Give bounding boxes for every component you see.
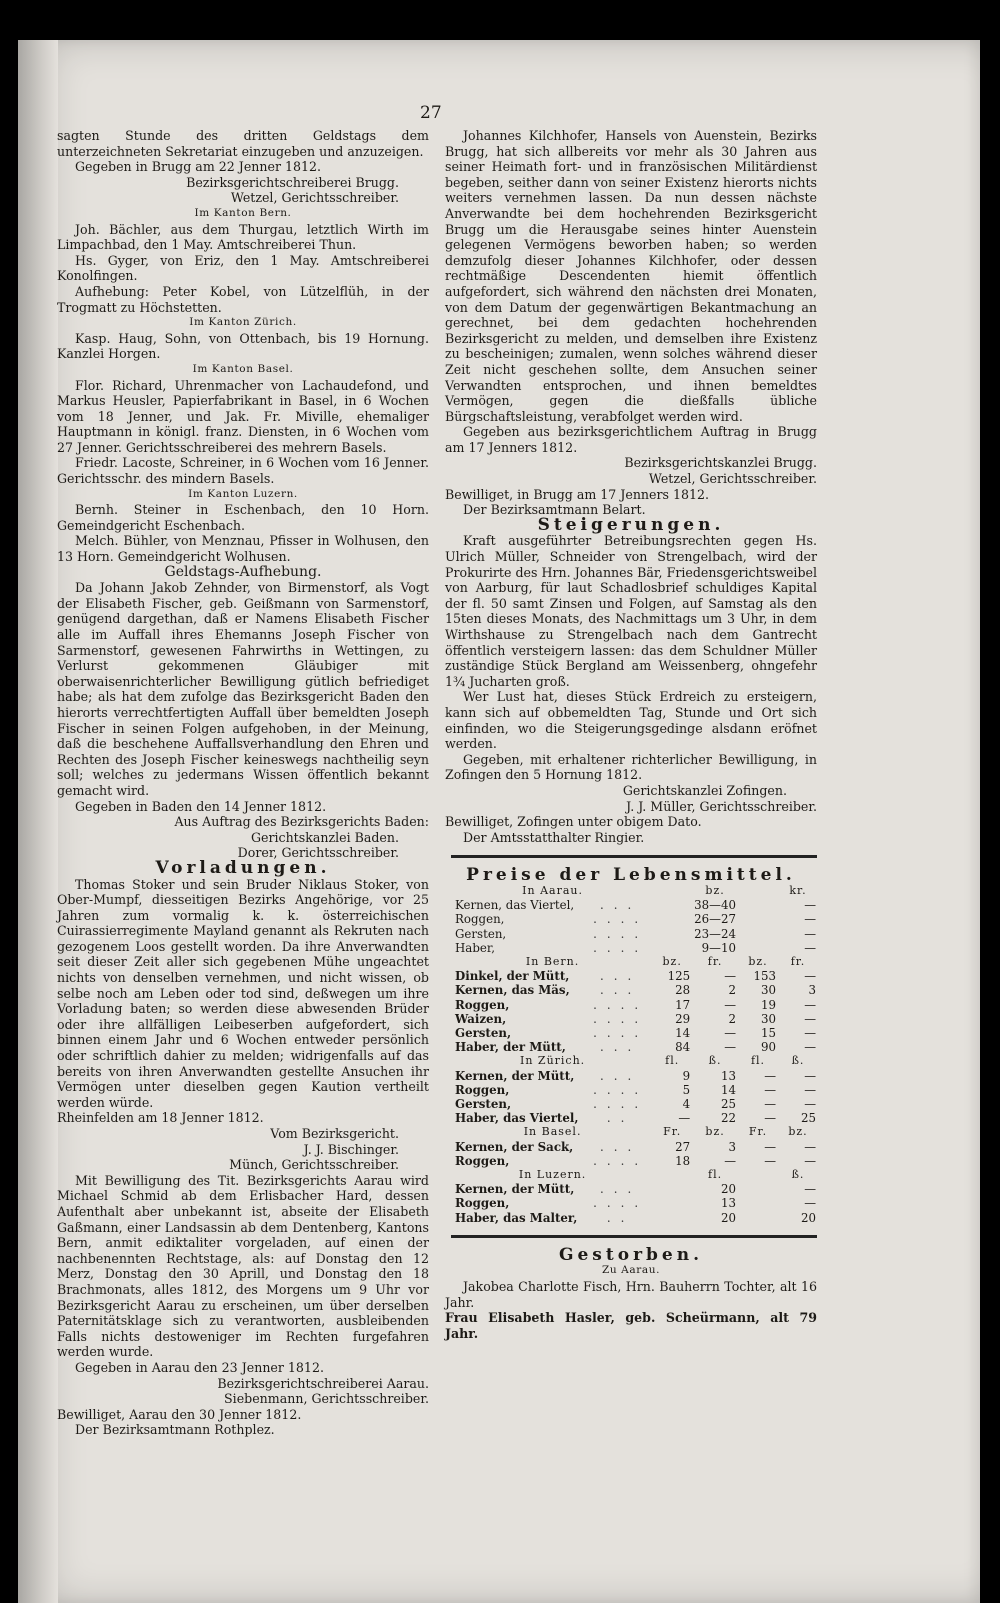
- section-divider: [451, 1235, 817, 1238]
- price-row: Roggen, .... 13 —: [455, 1196, 816, 1211]
- signature: Der Bezirksamtmann Rothplez.: [75, 1422, 275, 1438]
- paragraph: Thomas Stoker und sein Bruder Niklaus Stoker, von Ober-Mumpf, diesseitigen Bezirks Angehörige, vor 25 Jahren zum vormalig k. k. österreichischen Cuirassierregimente Mayland genannt als Rekruten nach gezogenem Loos gestellt worden. Da ihre Anverwandten seit dieser Zeit aller sich gegebenen Mühe ungeachtet nichts von denselben vernehmen, und nicht wissen, ob selbe noch am Leben oder tod sind, deßwegen um ihre Vorladung baten; so werden diese abwesenden Brüder oder ihre allfälligen Leibeserben aufgefordert, sich binnen einem Jahr und 6 Wochen entweder persönlich oder schriftlich dahier zu melden; widrigenfalls auf das bereits von ihren Anverwandten gestellte Ansuchen ihr Vermögen unter dieselben gegen Kaution vertheilt werden würde.: [57, 876, 429, 1110]
- signature: Der Amtsstatthalter Ringier.: [463, 829, 645, 845]
- price-row: Gersten, .... 14 — 15 —: [455, 1025, 816, 1040]
- city-heading: In Basel.: [523, 1125, 582, 1139]
- canton-heading: Im Kanton Bern.: [194, 206, 292, 219]
- notice-entry: Kasp. Haug, Sohn, von Ottenbach, bis 19 Hornung. Kanzlei Horgen.: [57, 330, 429, 362]
- death-notice: Jakobea Charlotte Fisch, Hrn. Bauherrn Tochter, alt 16 Jahr.: [445, 1278, 817, 1310]
- price-row: Haber, das Malter, .. 20 20: [455, 1210, 816, 1225]
- approval-line: Bewilliget, Aarau den 30 Jenner 1812.: [57, 1406, 302, 1422]
- price-row: Roggen, .... 17 — 19 —: [455, 997, 816, 1012]
- signature: Bezirksgerichtschreiberei Brugg.: [186, 174, 399, 190]
- given-line: Gegeben aus bezirksgerichtlichem Auftrag in Brugg am 17 Jenners 1812.: [445, 424, 817, 455]
- given-line: Gegeben, mit erhaltener richterlicher Bewilligung, in Zofingen den 5 Hornung 1812.: [445, 751, 817, 783]
- paragraph: Kraft ausgeführter Betreibungsrechten gegen Hs. Ulrich Müller, Schneider von Strengelbach, wird der Prokurirte des Hrn. Johannes Bär, Friedensgerichtsweibel von Aarburg, für laut Schadlosbrief schuldiges Kapital der fl. 50 samt Zinsen und Folgen, auf Samstag als den 15ten dieses Monats, des Nachmittags um 3 Uhr, in dem Wirthshause zu Strengelbach nach dem Gantrecht öffentlich versteigern lassen: das dem Schuldner Müller zuständige Stück Bergland am Weissenberg, ohngefehr 1¾ Jucharten groß.: [445, 533, 817, 689]
- signature: J. J. Bischinger.: [303, 1141, 399, 1157]
- signature: Dorer, Gerichtsschreiber.: [237, 845, 399, 861]
- price-row: Roggen, .... 26—27 —: [455, 912, 816, 927]
- death-notice: Frau Elisabeth Hasler, geb. Scheürmann, alt 79 Jahr.: [445, 1310, 817, 1341]
- signature: Aus Auftrag des Bezirksgerichts Baden:: [174, 814, 429, 830]
- section-heading: Steigerungen.: [537, 514, 725, 535]
- place-heading: Zu Aarau.: [601, 1264, 661, 1277]
- unit-header: bz.: [705, 883, 725, 897]
- binding-fold: [18, 40, 58, 1603]
- notice-entry: Bernh. Steiner in Eschenbach, den 10 Horn. Gemeindgericht Eschenbach.: [57, 502, 429, 533]
- city-heading: In Aarau.: [522, 883, 583, 897]
- city-heading: In Luzern.: [518, 1167, 587, 1181]
- approval-line: Bewilliget, in Brugg am 17 Jenners 1812.: [445, 486, 710, 502]
- paragraph: Mit Bewilligung des Tit. Bezirksgerichts Aarau wird Michael Schmid ab dem Erlisbacher Hard, dessen Aufenthalt aber unbekannt ist, abseite der Elisabeth Gaßmann, einer Landsassin ab dem Dentenberg, Kantons Bern, anmit ediktaliter vorgeladen, auf einen der nachbenennten Rechtstage, als: auf Donstag den 12 Merz, Donstag den 30 Aprill, und Donstag den 18 Brachmonats, alles 1812, des Morgens um 9 Uhr vor Bezirksgericht Aarau zu erscheinen, um über derselben Paternitätsklage sich zu verantworten, ausbleibenden Falls nichts destoweniger im Rechten furgefahren werden wurde.: [57, 1172, 429, 1360]
- approval-line: Bewilliget, Zofingen unter obigem Dato.: [445, 814, 702, 830]
- canton-heading: Im Kanton Zürich.: [189, 316, 297, 329]
- given-line: Gegeben in Baden den 14 Jenner 1812.: [75, 798, 327, 814]
- section-heading: Gestorben.: [558, 1244, 704, 1265]
- notice-entry: Friedr. Lacoste, Schreiner, in 6 Wochen vom 16 Jenner. Gerichtsschr. des mindern Basels.: [57, 455, 429, 487]
- section-heading: Preise der Lebensmittel.: [466, 865, 796, 886]
- price-row: Kernen, das Viertel, ... 38—40 —: [455, 898, 816, 913]
- notice-entry: Melch. Bühler, von Menznau, Pfisser in Wolhusen, den 13 Horn. Gemeindgericht Wolhusen.: [57, 533, 429, 565]
- signature: Gerichtskanzlei Baden.: [250, 829, 399, 845]
- price-row: Gersten, .... 4 25 — —: [455, 1096, 816, 1111]
- notice-entry: Aufhebung: Peter Kobel, von Lützelflüh, in der Trogmatt zu Höchstetten.: [57, 283, 429, 315]
- price-row: Kernen, der Mütt, ... 20 —: [455, 1182, 816, 1197]
- price-row: Haber, der Mütt, ... 84 — 90 —: [455, 1040, 816, 1055]
- signature: Münch, Gerichtsschreiber.: [229, 1157, 399, 1173]
- given-line: Gegeben in Brugg am 22 Jenner 1812.: [75, 159, 322, 175]
- price-row: Waizen, .... 29 2 30 —: [455, 1011, 816, 1026]
- price-row: Kernen, der Mütt, ... 9 13 — —: [455, 1068, 816, 1083]
- signature: Bezirksgerichtschreiberei Aarau.: [217, 1375, 429, 1391]
- price-row: Roggen, .... 5 14 — —: [455, 1082, 816, 1097]
- signature: Gerichtskanzlei Zofingen.: [622, 782, 787, 798]
- canton-heading: Im Kanton Luzern.: [188, 487, 298, 500]
- section-heading: Geldstags-Aufhebung.: [164, 563, 322, 580]
- given-line: Gegeben in Aarau den 23 Jenner 1812.: [75, 1359, 324, 1375]
- city-heading: In Bern.: [525, 954, 580, 968]
- signature: Der Bezirksamtmann Belart.: [463, 502, 646, 518]
- signature: Siebenmann, Gerichtsschreiber.: [224, 1391, 429, 1407]
- signature: Wetzel, Gerichtsschreiber.: [648, 471, 817, 487]
- section-divider: [451, 855, 817, 858]
- price-row: Haber, .... 9—10 —: [455, 940, 816, 955]
- notice-entry: Hs. Gyger, von Eriz, den 1 May. Amtschreiberei Konolfingen.: [57, 252, 429, 284]
- given-line: Rheinfelden am 18 Jenner 1812.: [57, 1110, 264, 1126]
- signature: J. J. Müller, Gerichtsschreiber.: [626, 798, 817, 814]
- notice-entry: Joh. Bächler, aus dem Thurgau, letztlich Wirth im Limpachbad, den 1 May. Amtschreiberei Thun.: [57, 221, 429, 253]
- price-table: In Aarau. bz. kr. Kernen, das Viertel, ... 38—40 — Roggen, .... 26—27 — Gersten, .... 23—24 — Haber, .... 9—10 — In Bern. bz. fr. bz. fr. Dinkel, der Mütt, ... 125 — 153 — Kernen, das Mäs, ... 28 2 30 3 Roggen, .... 17 — 19 — Waizen, .... 29 2 30 — Gersten, .... 14 — 15 — Haber, der Mütt, ... 84 — 90 — In Zürich. fl. ß. fl. ß. Kernen, der Mütt, ... 9 13 — — Roggen, .... 5 14 — — Gersten, .... 4 25 — — Haber, das Viertel, .. — 22 — 25 In Basel. Fr. bz. Fr. bz. Kernen, der Sack, ... 27 3 — — Roggen, .... 18 — — — In Luzern. fl. ß. Kernen, der Mütt, ... 20 — Roggen, .... 13 — Haber, das Malter, .. 20 20: [455, 883, 816, 1225]
- signature: Wetzel, Gerichtsschreiber.: [230, 190, 399, 206]
- canton-heading: Im Kanton Basel.: [192, 362, 294, 375]
- notice-entry: Flor. Richard, Uhrenmacher von Lachaudefond, und Markus Heusler, Papierfabrikant in Basel, in 6 Wochen vom 18 Jenner, und Jak. Fr. Miville, ehemaliger Hauptmann in königl. franz. Diensten, in 6 Wochen vom 27 Jenner. Gerichtsschreiberei des mehrern Basels.: [57, 377, 429, 455]
- signature: Vom Bezirksgericht.: [270, 1126, 399, 1141]
- price-row: Kernen, das Mäs, ... 28 2 30 3: [455, 983, 816, 998]
- price-row: Dinkel, der Mütt, ... 125 — 153 —: [455, 969, 816, 984]
- price-row: Roggen, .... 18 — — —: [455, 1153, 816, 1168]
- unit-header: kr.: [789, 883, 807, 897]
- price-row: Haber, das Viertel, .. — 22 — 25: [455, 1111, 816, 1126]
- paragraph: Wer Lust hat, dieses Stück Erdreich zu ersteigern, kann sich auf obbemeldten Tag, Stunde und Ort sich einfinden, wo die Steigerungsgedinge alsdann eröfnet werden.: [445, 689, 817, 752]
- page-number: 27: [420, 103, 442, 123]
- price-row: Kernen, der Sack, ... 27 3 — —: [455, 1139, 816, 1154]
- paragraph: Da Johann Jakob Zehnder, von Birmenstorf, als Vogt der Elisabeth Fischer, geb. Geißmann von Sarmenstorf, genügend dargethan, daß er Namens Elisabeth Fischer alle im Auffall ihres Ehemanns Joseph Fischer von Sarmenstorf, gewesenen Fahrwirths in Wettingen, zu Verlurst gekommenen Gläubiger mit oberwaisenrichterlicher Bewilligung gütlich befriediget habe; als hat dem zufolge das Bezirksgericht Baden den hierorts verrechtfertigten Auffall über bemeldten Joseph Fischer in seinen Folgen aufgehoben, in der Meinung, daß die beschehene Auffallsverhandlung den Ehren und Rechten des Joseph Fischer keineswegs nachtheilig seyn soll; welches zu jedermans Wissen öffentlich bekannt gemacht wird.: [57, 580, 429, 798]
- right-column: [445, 128, 817, 1341]
- section-heading: Vorladungen.: [155, 857, 331, 878]
- left-column: [57, 128, 429, 1438]
- paragraph: sagten Stunde des dritten Geldstags dem unterzeichneten Sekretariat einzugeben und anzuzeigen.: [57, 128, 429, 159]
- city-heading: In Zürich.: [520, 1054, 586, 1068]
- paragraph: Johannes Kilchhofer, Hansels von Auenstein, Bezirks Brugg, hat sich allbereits vor mehr als 30 Jahren aus seiner Heimath fort- und in französischen Militärdienst begeben, seither dann von seiner Existenz hierorts nichts weiters vernehmen lassen. Da nun dessen nächste Anverwandte bei dem hochehrenden Bezirksgericht Brugg um die Herausgabe seines hinter Auenstein gelegenen Vermögens beworben haben; so werden demzufolg dieser Johannes Kilchhofer, oder dessen rechtmäßige Descendenten hiemit öffentlich aufgefordert, sich während den nächsten drei Monaten, von dem Datum der gegenwärtigen Bekantmachung an gerechnet, bei dem gedachten hochehrenden Bezirksgericht zu melden, und demselben ihre Existenz zu bescheinigen; zumalen, wenn solches während dieser Zeit nicht geschehen sollte, dem Ansuchen seiner Verwandten entsprochen, und ihnen bemeldtes Vermögen, gegen die dießfalls übliche Bürgschaftsleistung, verabfolget werden wird.: [445, 128, 817, 424]
- price-row: Gersten, .... 23—24 —: [455, 926, 816, 941]
- signature: Bezirksgerichtskanzlei Brugg.: [624, 455, 817, 471]
